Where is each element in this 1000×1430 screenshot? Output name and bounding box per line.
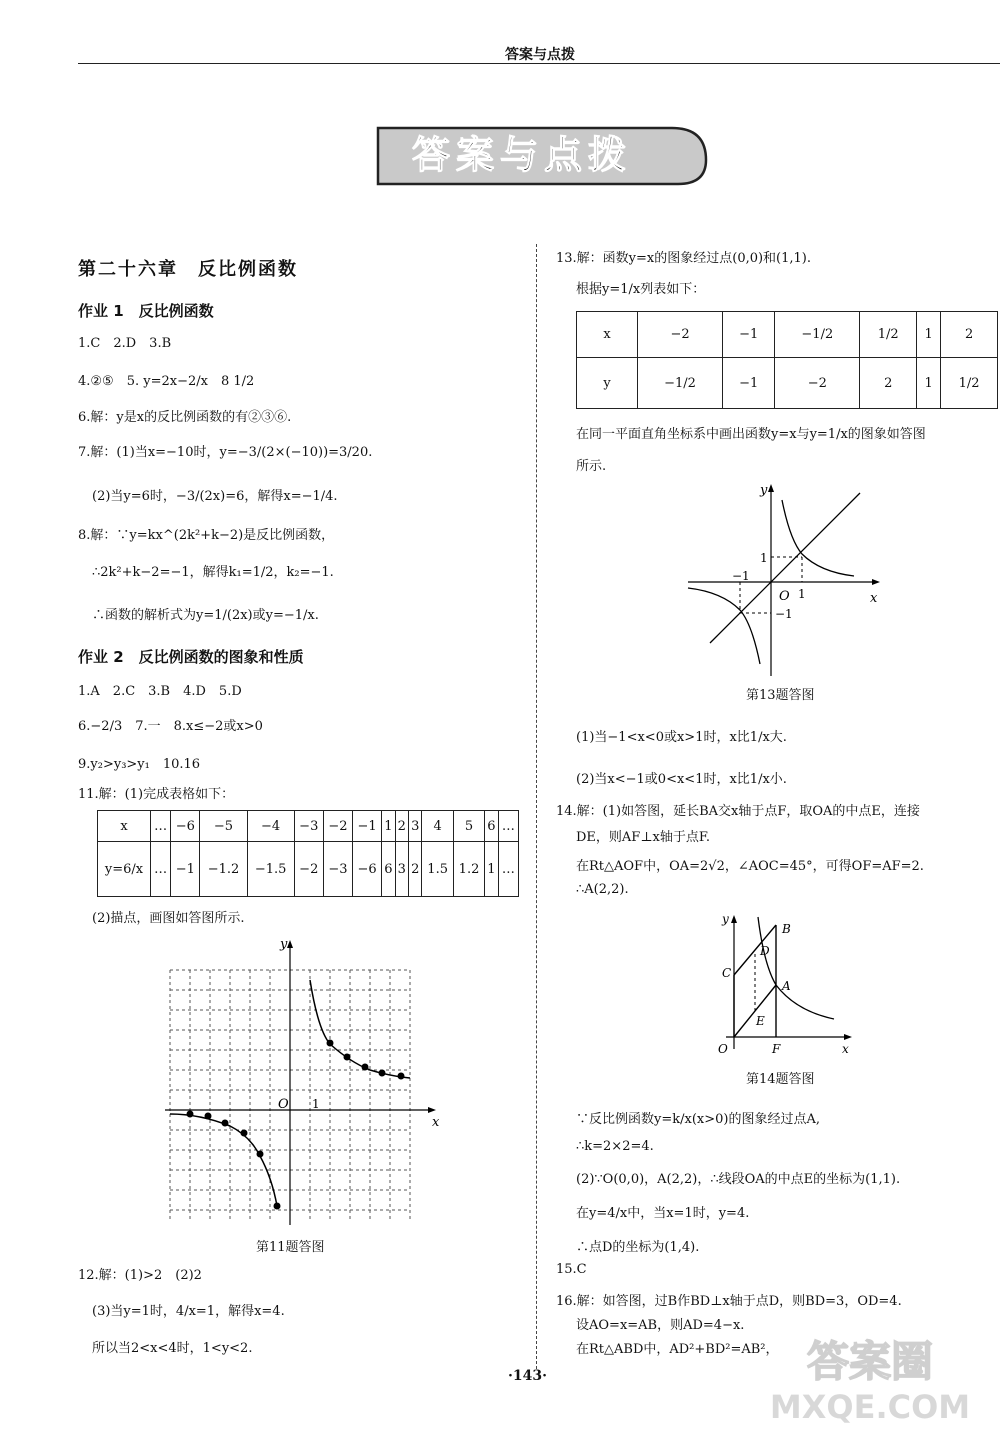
table-cell: 1	[382, 811, 395, 842]
fig14-point-e: E	[756, 1014, 765, 1028]
table-cell: 1/2	[941, 358, 998, 409]
q14-line: ∴A(2,2).	[576, 882, 629, 897]
table-cell: 5	[453, 811, 484, 842]
figure-14-graph	[710, 905, 860, 1063]
table-cell: −1	[723, 312, 775, 358]
hw1-title: 作业 1 反比例函数	[78, 302, 214, 320]
table-cell: 1	[917, 312, 941, 358]
table-header-cell: y	[577, 358, 638, 409]
table-cell: 4	[422, 811, 453, 842]
table-row	[577, 312, 998, 358]
q14-text: (2)∵O(0,0)，A(2,2)，∴线段OA的中点E的坐标为(1,1).	[576, 1172, 901, 1187]
table-cell: 3	[409, 811, 422, 842]
q13-text: 在同一平面直角坐标系中画出函数y=x与y=1/x的图象如答图	[576, 427, 926, 442]
table-cell: 1.2	[453, 842, 484, 897]
table-cell: −1	[723, 358, 775, 409]
table-11	[97, 810, 519, 897]
table-row	[98, 811, 519, 842]
table-header-cell: x	[98, 811, 151, 842]
running-header: 答案与点拨	[505, 47, 575, 63]
table-cell: −2	[775, 358, 860, 409]
q12-line: 所以当2<x<4时，1<y<2.	[92, 1341, 253, 1356]
q11-part2: (2)描点，画图如答图所示.	[92, 911, 245, 926]
fig14-axis-y: y	[722, 912, 729, 926]
q14-text: ∵反比例函数y=k/x(x>0)的图象经过点A,	[576, 1112, 820, 1127]
header-rule	[78, 63, 1000, 64]
banner-title: 答案与点拨	[411, 133, 633, 177]
table-cell: −1.2	[200, 842, 247, 897]
q12-line: (3)当y=1时，4/x=1，解得x=4.	[92, 1304, 285, 1319]
table-row	[577, 358, 998, 409]
table-cell: …	[151, 842, 171, 897]
q14-text: ∴k=2×2=4.	[576, 1139, 654, 1154]
table-header-cell: x	[577, 312, 638, 358]
chapter-title: 第二十六章 反比例函数	[78, 259, 298, 280]
q13-text: 所示.	[576, 459, 607, 474]
hw1-line: (2)当y=6时，−3/(2x)=6，解得x=−1/4.	[92, 489, 338, 504]
table-cell: −3	[323, 842, 352, 897]
table-cell: …	[151, 811, 171, 842]
q14-line: DE，则AF⊥x轴于点F.	[576, 830, 711, 845]
fig14-point-f: F	[772, 1042, 781, 1056]
table-cell: −6	[171, 811, 200, 842]
table-cell: −1.5	[247, 842, 294, 897]
table-cell: 2	[409, 842, 422, 897]
fig14-caption: 第14题答图	[746, 1072, 815, 1087]
table-cell: −2	[638, 312, 723, 358]
fig13-axis-x: x	[870, 591, 878, 606]
fig11-caption: 第11题答图	[256, 1240, 325, 1255]
table-header-cell: y=6/x	[98, 842, 151, 897]
table-13	[576, 311, 998, 409]
hw1-line: ∴2k²+k−2=−1，解得k₁=1/2，k₂=−1.	[92, 565, 334, 580]
fig13-tick-x1: 1	[798, 587, 806, 601]
fig11-axis-y: y	[280, 937, 288, 952]
fig14-axis-x: x	[842, 1042, 849, 1056]
fig14-point-d: D	[760, 944, 770, 958]
table-cell: −1	[171, 842, 200, 897]
table-row	[98, 842, 519, 897]
table-cell: 1/2	[860, 312, 917, 358]
watermark-logo	[740, 1328, 1000, 1428]
hw1-line: ∴函数的解析式为y=1/(2x)或y=−1/x.	[92, 608, 319, 623]
fig13-tick-y1: 1	[760, 551, 768, 565]
table-cell: 2	[860, 358, 917, 409]
q13-answer: (1)当−1<x<0或x>1时，x比1/x大.	[576, 730, 787, 745]
table-cell: −3	[294, 811, 323, 842]
q15-answer: 15.C	[556, 1262, 587, 1277]
q16-line: 设AO=x=AB，则AD=4−x.	[576, 1318, 745, 1333]
fig14-origin: O	[718, 1042, 728, 1056]
fig13-axis-y: y	[760, 483, 768, 498]
figure-13-graph	[680, 480, 890, 680]
hw1-line: 4.②⑤ 5. y=2x−2/x 8 1/2	[78, 374, 255, 389]
q16-line: 16.解：如答图，过B作BD⊥x轴于点D，则BD=3，OD=4.	[556, 1294, 902, 1309]
q13-line: 13.解：函数y=x的图象经过点(0,0)和(1,1).	[556, 251, 812, 266]
fig13-tick-xneg: −1	[732, 569, 750, 583]
hw1-line: 1.C 2.D 3.B	[78, 336, 172, 351]
hw2-line: 11.解：(1)完成表格如下：	[78, 787, 235, 802]
page-number: ·143·	[508, 1368, 547, 1384]
table-cell: 3	[395, 842, 408, 897]
column-divider	[536, 244, 537, 1369]
table-cell: −2	[323, 811, 352, 842]
table-cell: −2	[294, 842, 323, 897]
hw2-line: 9.y₂>y₃>y₁ 10.16	[78, 757, 201, 772]
table-cell: −1/2	[775, 312, 860, 358]
q14-text: 在y=4/x中，当x=1时，y=4.	[576, 1206, 750, 1221]
q14-line: 在Rt△AOF中，OA=2√2，∠AOC=45°，可得OF=AF=2.	[576, 859, 924, 874]
table-cell: 1	[917, 358, 941, 409]
table-cell: −5	[200, 811, 247, 842]
title-banner	[372, 122, 712, 188]
q13-line: 根据y=1/x列表如下：	[576, 282, 706, 297]
hw1-line: 7.解：(1)当x=−10时，y=−3/(2×(−10))=3/20.	[78, 445, 373, 460]
fig14-point-c: C	[722, 966, 732, 980]
fig11-tick-1: 1	[312, 1097, 320, 1111]
table-cell: …	[498, 811, 518, 842]
table-cell: 1	[485, 842, 498, 897]
fig13-origin: O	[779, 589, 790, 604]
fig13-tick-yneg: −1	[775, 607, 793, 621]
table-cell: 6	[382, 842, 395, 897]
table-cell: 6	[485, 811, 498, 842]
table-cell: −4	[247, 811, 294, 842]
hw1-line: 8.解：∵y=kx^(2k²+k−2)是反比例函数，	[78, 528, 335, 543]
watermark-text: 答案圈	[806, 1337, 934, 1386]
fig11-origin: O	[278, 1097, 289, 1112]
q14-text: ∴点D的坐标为(1,4).	[576, 1240, 700, 1255]
hw2-line: 6.−2/3 7.一 8.x≤−2或x>0	[78, 719, 263, 734]
table-cell: …	[498, 842, 518, 897]
table-cell: −6	[353, 842, 382, 897]
fig14-point-b: B	[782, 922, 791, 936]
fig13-caption: 第13题答图	[746, 688, 815, 703]
hw2-line: 1.A 2.C 3.B 4.D 5.D	[78, 684, 242, 699]
table-cell: 2	[395, 811, 408, 842]
table-cell: 2	[941, 312, 998, 358]
table-cell: −1	[353, 811, 382, 842]
fig11-axis-x: x	[432, 1115, 440, 1130]
table-cell: 1.5	[422, 842, 453, 897]
q13-answer: (2)当x<−1或0<x<1时，x比1/x小.	[576, 772, 787, 787]
figure-11-graph	[160, 930, 450, 1230]
hw1-line: 6.解：y是x的反比例函数的有②③⑥.	[78, 410, 292, 425]
q14-line: 14.解：(1)如答图，延长BA交x轴于点F，取OA的中点E，连接	[556, 804, 920, 819]
watermark-url: MXQE.COM	[769, 1388, 971, 1426]
fig14-point-a: A	[782, 979, 791, 993]
q12-line: 12.解：(1)>2 (2)2	[78, 1268, 202, 1283]
hw2-title: 作业 2 反比例函数的图象和性质	[78, 648, 304, 666]
table-cell: −1/2	[638, 358, 723, 409]
q16-line: 在Rt△ABD中，AD²+BD²=AB²，	[576, 1342, 779, 1357]
